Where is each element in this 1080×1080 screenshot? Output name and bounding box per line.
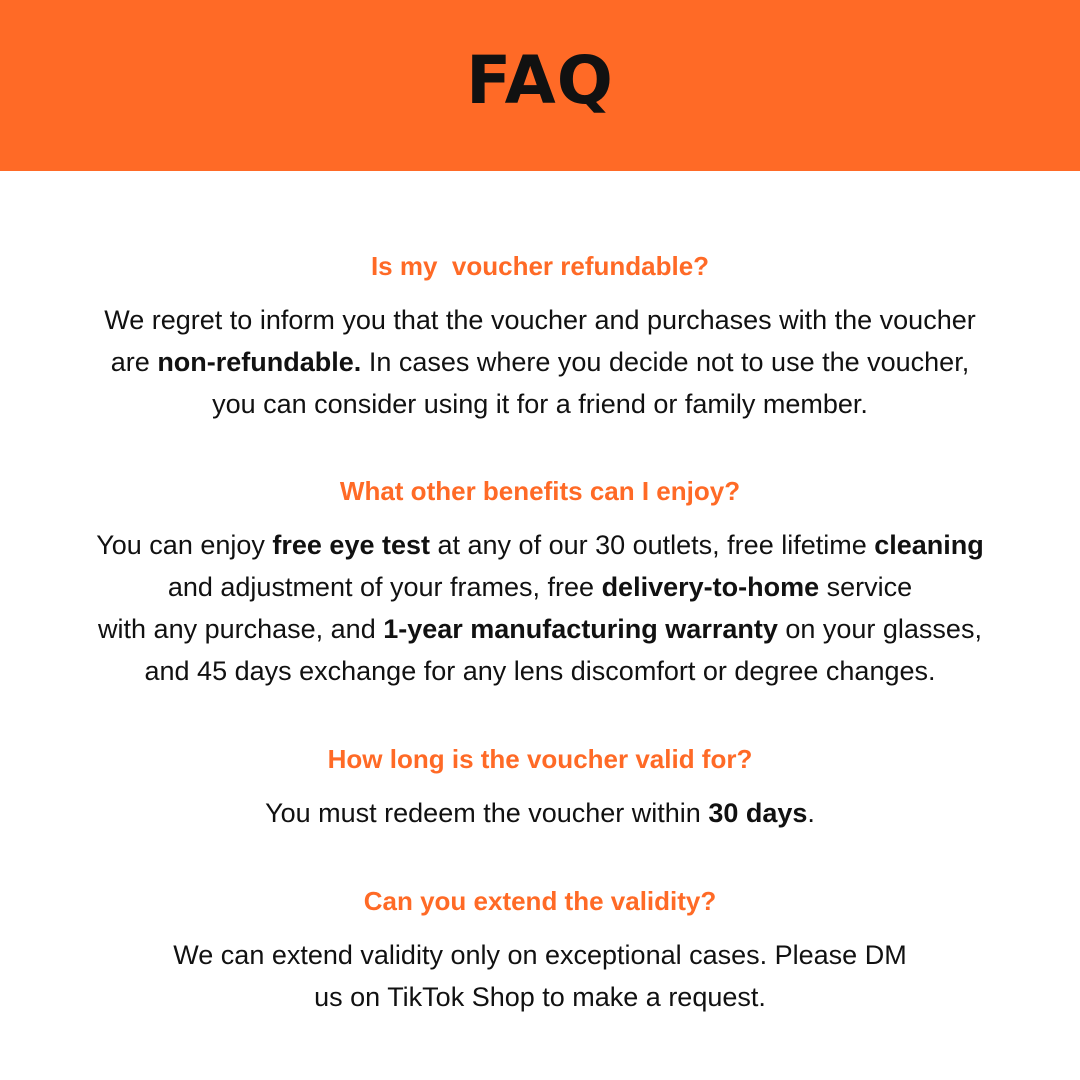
faq-question: What other benefits can I enjoy? [339, 476, 741, 506]
answer-text: us on TikTok Shop to make a request. [314, 982, 766, 1012]
faq-question: Is my voucher refundable? [370, 251, 710, 281]
answer-emphasis: free eye test [272, 530, 430, 560]
faq-item [0, 881, 1080, 1018]
answer-text: In cases where you decide not to use the voucher, [361, 347, 970, 377]
answer-emphasis: 1-year manufacturing warranty [383, 614, 778, 644]
faq-answer [0, 792, 1080, 834]
answer-line [0, 650, 1080, 692]
answer-text: We can extend validity only on exceptional cases. Please DM [173, 940, 907, 970]
answer-line [0, 566, 1080, 608]
answer-text: . [807, 798, 815, 828]
answer-text: service [819, 572, 913, 602]
answer-line [0, 524, 1080, 566]
faq-item [0, 739, 1080, 834]
answer-emphasis: 30 days [708, 798, 808, 828]
faq-answer [0, 524, 1080, 692]
faq-question: How long is the voucher valid for? [327, 744, 753, 774]
answer-text: at any of our 30 outlets, free lifetime [430, 530, 875, 560]
faq-item [0, 471, 1080, 692]
header-banner [0, 0, 1080, 171]
answer-line [0, 934, 1080, 976]
answer-line [0, 792, 1080, 834]
answer-text: and 45 days exchange for any lens discomfort or degree changes. [144, 656, 936, 686]
answer-text: you can consider using it for a friend or family member. [212, 389, 868, 419]
faq-answer [0, 299, 1080, 425]
answer-emphasis: delivery-to-home [601, 572, 820, 602]
answer-line [0, 383, 1080, 425]
faq-answer [0, 934, 1080, 1018]
answer-text: are [110, 347, 158, 377]
answer-text: and adjustment of your frames, free [167, 572, 602, 602]
faq-question: Can you extend the validity? [363, 886, 717, 916]
page-title: FAQ [466, 42, 614, 119]
answer-text: with any purchase, and [98, 614, 384, 644]
answer-line [0, 608, 1080, 650]
faq-item [0, 246, 1080, 425]
answer-text: on your glasses, [777, 614, 982, 644]
answer-text: You can enjoy [96, 530, 273, 560]
answer-line [0, 299, 1080, 341]
answer-text: You must redeem the voucher within [265, 798, 709, 828]
answer-line [0, 341, 1080, 383]
answer-line [0, 976, 1080, 1018]
answer-emphasis: cleaning [874, 530, 984, 560]
answer-text: We regret to inform you that the voucher and purchases with the voucher [104, 305, 976, 335]
answer-emphasis: non-refundable. [157, 347, 362, 377]
